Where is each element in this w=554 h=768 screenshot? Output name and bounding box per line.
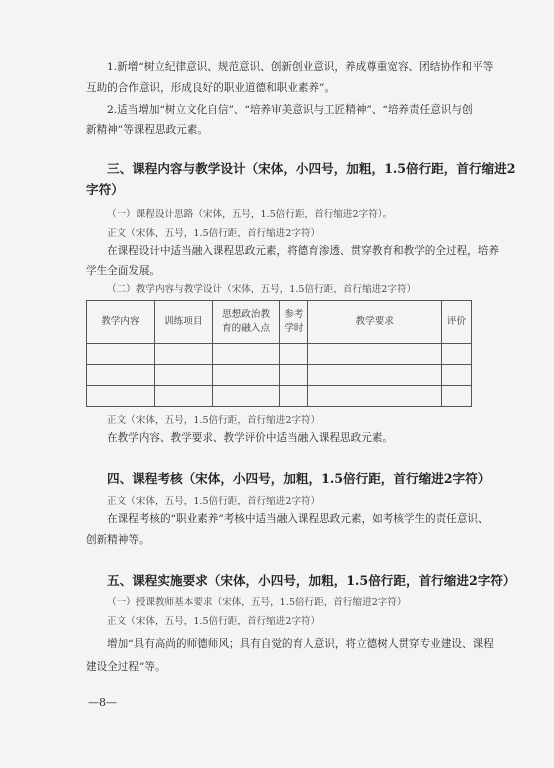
section3-body1-line1: 在课程设计中适当融入课程思政元素，将德育渗透、贯穿教育和教学的全过程，培养	[107, 245, 499, 257]
section5-sub1: （一）授课教师基本要求（宋体，五号，1.5倍行距，首行缩进2字符）	[107, 597, 407, 608]
section4-heading: 四、课程考核（宋体，小四号，加粗，1.5倍行距，首行缩进2字符）	[107, 471, 491, 486]
section3-body-note2: 正文（宋体，五号，1.5倍行距，首行缩进2字符）	[107, 415, 321, 426]
section3-sub1: （一）课程设计思路（宋体，五号，1.5倍行距，首行缩进2字符）。	[107, 209, 393, 220]
para2-line1: 2.适当增加“树立文化自信”、“培养审美意识与工匠精神”、“培养责任意识与创	[107, 104, 473, 116]
col-header-teaching-content: 教学内容	[87, 301, 155, 344]
para2-line2: 新精神”等课程思政元素。	[86, 124, 208, 136]
section3-heading-line2: 字符）	[86, 182, 124, 197]
page-number: —8—	[88, 696, 117, 709]
section5-body-line2: 建设全过程”等。	[86, 661, 166, 673]
section3-body2: 在教学内容、教学要求、教学评价中适当融入课程思政元素。	[107, 432, 394, 444]
table-row	[87, 344, 472, 365]
para1-line1: 1.新增“树立纪律意识、规范意识、创新创业意识，养成尊重宽容、团结协作和平等	[107, 61, 494, 73]
section5-body-line1: 增加“具有高尚的师德师风；具有自觉的育人意识，将立德树人贯穿专业建设、课程	[107, 638, 494, 650]
col-header-training-item: 训练项目	[154, 301, 212, 344]
section4-body-note: 正文（宋体，五号，1.5倍行距，首行缩进2字符）	[107, 496, 321, 507]
table-row	[87, 386, 472, 407]
section3-heading-line1: 三、课程内容与教学设计（宋体，小四号，加粗，1.5倍行距，首行缩进2	[107, 161, 516, 176]
section3-sub2: （二）教学内容与教学设计（宋体，五号，1.5倍行距，首行缩进2字符）	[107, 284, 417, 295]
section5-body-note: 正文（宋体，五号，1.5倍行距，首行缩进2字符）	[107, 616, 321, 627]
section3-body-note1: 正文（宋体，五号，1.5倍行距，首行缩进2字符）	[107, 228, 321, 239]
section4-body-line2: 创新精神等。	[86, 534, 150, 546]
col-header-reference-hours: 参考 学时	[280, 301, 308, 344]
teaching-design-table	[86, 300, 472, 407]
section4-body-line1: 在课程考核的“职业素养”考核中适当融入课程思政元素，如考核学生的责任意识、	[107, 513, 489, 525]
col-header-ideological-point: 思想政治教 育的融入点	[212, 301, 280, 344]
para1-line2: 互助的合作意识，形成良好的职业道德和职业素养”。	[86, 82, 336, 94]
section5-heading: 五、课程实施要求（宋体，小四号，加粗，1.5倍行距，首行缩进2字符）	[107, 573, 516, 588]
col-header-teaching-requirements: 教学要求	[308, 301, 442, 344]
col-header-evaluation: 评价	[442, 301, 472, 344]
table-row	[87, 365, 472, 386]
table-header-row	[87, 301, 472, 344]
section3-body1-line2: 学生全面发展。	[86, 265, 161, 277]
